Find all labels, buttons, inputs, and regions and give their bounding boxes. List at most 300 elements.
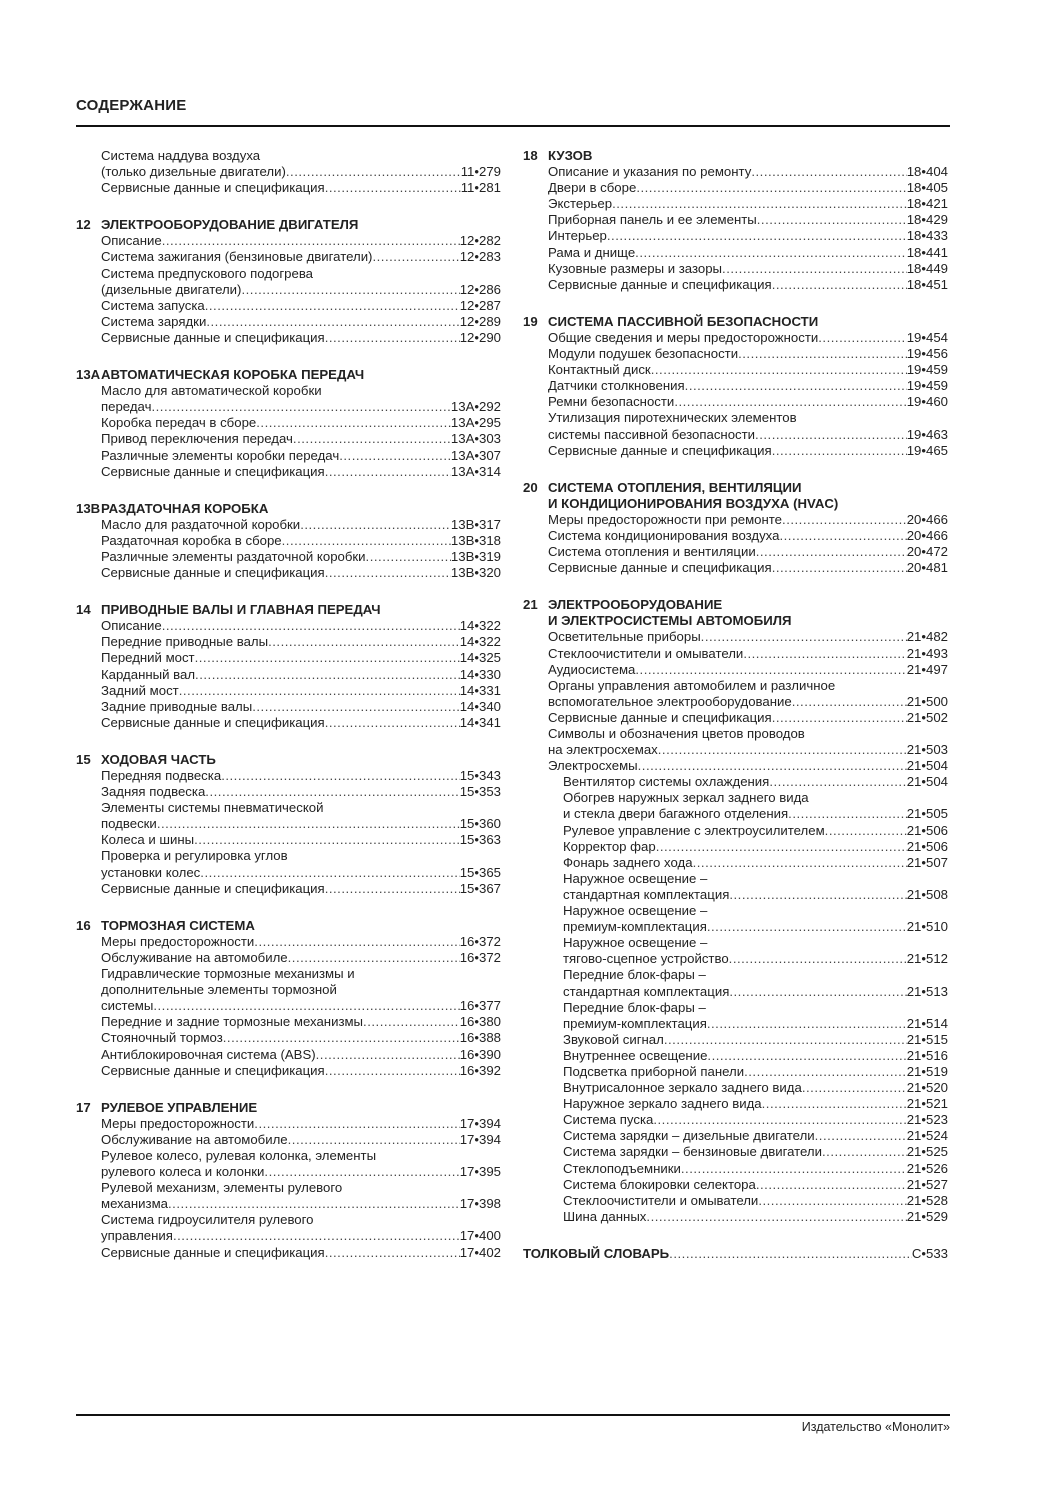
section-heading[interactable] bbox=[523, 597, 948, 629]
dot-leader bbox=[268, 634, 460, 650]
toc-section bbox=[76, 752, 501, 897]
dot-leader bbox=[325, 1063, 460, 1079]
page-number: 21•520 bbox=[906, 1080, 948, 1096]
dot-leader bbox=[325, 715, 460, 731]
entry-last-line bbox=[548, 378, 948, 394]
page-number: C•533 bbox=[911, 1245, 948, 1261]
toc-entry[interactable] bbox=[548, 512, 948, 528]
section-number: 13A bbox=[76, 367, 101, 383]
dot-leader bbox=[205, 784, 459, 800]
section-title bbox=[101, 602, 381, 618]
entry-last-line bbox=[101, 431, 501, 447]
entry-text-line: Фонарь заднего хода bbox=[563, 854, 693, 870]
entry-last-line bbox=[563, 1064, 948, 1080]
toc-entry[interactable] bbox=[563, 790, 948, 822]
toc-entry[interactable] bbox=[563, 1000, 948, 1032]
entry-last-line bbox=[548, 212, 948, 228]
toc-entry[interactable] bbox=[101, 950, 501, 966]
toc-entry[interactable] bbox=[548, 228, 948, 244]
dot-leader bbox=[366, 549, 451, 565]
section-title bbox=[101, 217, 358, 233]
toc-entry[interactable] bbox=[101, 832, 501, 848]
entry-text-line: Передние и задние тормозные механизмы bbox=[101, 1014, 364, 1030]
toc-entry[interactable] bbox=[563, 839, 948, 855]
glossary-label: ТОЛКОВЫЙ СЛОВАРЬ bbox=[523, 1245, 670, 1261]
entry-last-line bbox=[101, 865, 501, 881]
entry-last-line bbox=[101, 233, 501, 249]
toc-entry[interactable] bbox=[563, 903, 948, 935]
entry-text-line: Звуковой сигнал bbox=[563, 1031, 664, 1047]
toc-entry[interactable] bbox=[101, 1063, 501, 1079]
dot-leader bbox=[769, 774, 906, 790]
toc-entry[interactable] bbox=[548, 277, 948, 293]
entry-text-line: Рулевое управление с электроусилителем bbox=[563, 822, 825, 838]
dot-leader bbox=[153, 998, 459, 1014]
toc-entry[interactable] bbox=[548, 346, 948, 362]
toc-entry[interactable] bbox=[101, 715, 501, 731]
section-heading[interactable] bbox=[76, 602, 501, 618]
page-number: 15•363 bbox=[459, 832, 501, 848]
entry-text-line: Стеклоочистители и омыватели bbox=[563, 1192, 759, 1208]
toc-entry[interactable] bbox=[548, 394, 948, 410]
toc-entry[interactable] bbox=[101, 1116, 501, 1132]
page-number: 21•502 bbox=[906, 709, 948, 725]
entry-last-line bbox=[101, 1228, 501, 1244]
entry-text-line: Интерьер bbox=[548, 228, 607, 244]
entry-last-line bbox=[563, 1016, 948, 1032]
toc-entry[interactable] bbox=[101, 249, 501, 265]
page-number: 16•390 bbox=[459, 1046, 501, 1062]
section-title-line: ЭЛЕКТРООБОРУДОВАНИЕ bbox=[548, 597, 723, 613]
section-title-line: ХОДОВАЯ ЧАСТЬ bbox=[101, 751, 216, 767]
toc-entry[interactable] bbox=[548, 443, 948, 459]
toc-entry[interactable] bbox=[563, 1112, 948, 1128]
dot-leader bbox=[772, 710, 907, 726]
toc-entry[interactable] bbox=[101, 881, 501, 897]
entry-last-line bbox=[563, 823, 948, 839]
toc-section bbox=[76, 602, 501, 731]
dot-leader bbox=[325, 180, 461, 196]
entry-text-line: Проверка и регулировка углов bbox=[101, 848, 288, 864]
toc-entry[interactable] bbox=[548, 726, 948, 758]
entry-text-line: Обслуживание на автомобиле bbox=[101, 949, 288, 965]
toc-entry[interactable] bbox=[563, 823, 948, 839]
entry-last-line bbox=[101, 180, 501, 196]
page-number: 12•286 bbox=[459, 281, 501, 297]
toc-entry[interactable] bbox=[101, 1014, 501, 1030]
dot-leader bbox=[325, 1245, 460, 1261]
section-number: 13B bbox=[76, 500, 101, 516]
toc-section bbox=[523, 480, 948, 577]
toc-entry[interactable] bbox=[548, 710, 948, 726]
dot-leader bbox=[206, 314, 459, 330]
entry-text-line: Наружное освещение – bbox=[563, 935, 708, 951]
dot-leader bbox=[729, 951, 907, 967]
section-title bbox=[101, 1100, 257, 1116]
page-number: 21•503 bbox=[906, 742, 948, 758]
dot-leader bbox=[300, 517, 451, 533]
entry-last-line bbox=[101, 1245, 501, 1261]
page-number: 21•515 bbox=[906, 1031, 948, 1047]
toc-entry[interactable] bbox=[563, 774, 948, 790]
entry-last-line bbox=[101, 650, 501, 666]
toc-entry[interactable] bbox=[548, 528, 948, 544]
dot-leader bbox=[607, 228, 907, 244]
toc-entry[interactable] bbox=[101, 266, 501, 298]
entry-text-line: Символы и обозначения цветов проводов bbox=[548, 726, 805, 741]
toc-entry[interactable] bbox=[101, 1047, 501, 1063]
page-number: 21•493 bbox=[906, 645, 948, 661]
section-number: 15 bbox=[76, 751, 91, 767]
dot-leader bbox=[254, 934, 459, 950]
page-number: 16•372 bbox=[459, 933, 501, 949]
page-number: 18•449 bbox=[906, 260, 948, 276]
toc-entry[interactable] bbox=[563, 1209, 948, 1225]
page-number: 11•279 bbox=[460, 164, 501, 180]
toc-entry[interactable] bbox=[563, 1161, 948, 1177]
toc-entry[interactable] bbox=[548, 164, 948, 180]
entry-text-line: Описание bbox=[101, 618, 162, 634]
entry-last-line bbox=[563, 1080, 948, 1096]
entry-last-line bbox=[563, 839, 948, 855]
page-number: 16•392 bbox=[459, 1062, 501, 1078]
entry-text-line: Наружное зеркало заднего вида bbox=[563, 1096, 762, 1112]
section-title-line: РУЛЕВОЕ УПРАВЛЕНИЕ bbox=[101, 1099, 258, 1115]
page-number: 12•283 bbox=[459, 249, 501, 265]
page-number: 21•528 bbox=[906, 1192, 948, 1208]
section-heading[interactable] bbox=[523, 480, 948, 512]
page-number: 18•451 bbox=[906, 276, 948, 292]
entry-text-line: Описание и указания по ремонту bbox=[548, 164, 752, 180]
section-number: 18 bbox=[523, 148, 538, 163]
entry-text-line: Обслуживание на автомобиле bbox=[101, 1131, 288, 1147]
toc-entry[interactable] bbox=[548, 629, 948, 645]
entry-last-line bbox=[101, 282, 501, 298]
entry-text-line: Стеклоподъемники bbox=[563, 1160, 681, 1176]
entry-text-line: Сервисные данные и спецификация bbox=[101, 880, 325, 896]
entry-last-line bbox=[101, 1164, 501, 1180]
entry-text-line: Шина данных bbox=[563, 1208, 647, 1224]
entry-text-line: Обогрев наружных зеркал заднего вида bbox=[563, 790, 809, 806]
glossary-entry[interactable] bbox=[523, 1246, 948, 1262]
entry-text-line: системы bbox=[101, 998, 154, 1014]
section-title-line: КУЗОВ bbox=[548, 148, 593, 163]
section-number: 16 bbox=[76, 917, 91, 933]
dot-leader bbox=[751, 164, 906, 180]
toc-entry[interactable] bbox=[548, 362, 948, 378]
toc-entry[interactable] bbox=[101, 618, 501, 634]
entry-text-line: премиум-комплектация bbox=[563, 1015, 707, 1031]
dot-leader bbox=[157, 816, 460, 832]
entry-last-line bbox=[563, 984, 948, 1000]
entry-last-line bbox=[101, 768, 501, 784]
toc-entry[interactable] bbox=[101, 431, 501, 447]
dot-leader bbox=[802, 1080, 907, 1096]
toc-section bbox=[523, 148, 948, 293]
entry-text-line: Вентилятор системы охлаждения bbox=[563, 774, 770, 790]
toc-entry[interactable] bbox=[101, 517, 501, 533]
toc-entry[interactable] bbox=[101, 934, 501, 950]
section-heading[interactable] bbox=[76, 217, 501, 233]
entry-text-line: Система предпускового подогрева bbox=[101, 265, 314, 281]
toc-entry[interactable] bbox=[548, 330, 948, 346]
dot-leader bbox=[651, 362, 907, 378]
page-number: 13B•319 bbox=[450, 548, 501, 564]
toc-entry[interactable] bbox=[101, 549, 501, 565]
toc-entry[interactable] bbox=[101, 1030, 501, 1046]
section-title bbox=[548, 480, 838, 512]
section-title bbox=[548, 597, 791, 629]
entry-last-line bbox=[101, 950, 501, 966]
toc-entry[interactable] bbox=[101, 314, 501, 330]
section-title-line: ТОРМОЗНАЯ СИСТЕМА bbox=[101, 917, 255, 933]
toc-entry[interactable] bbox=[563, 1096, 948, 1112]
entry-last-line bbox=[563, 1161, 948, 1177]
entry-text-line: установки колес bbox=[101, 864, 201, 880]
toc-entry[interactable] bbox=[101, 1148, 501, 1180]
entry-last-line bbox=[101, 448, 501, 464]
dot-leader bbox=[325, 464, 451, 480]
entry-last-line bbox=[548, 544, 948, 560]
dot-leader bbox=[194, 832, 460, 848]
dot-leader bbox=[293, 431, 451, 447]
entry-last-line bbox=[548, 662, 948, 678]
toc-entry[interactable] bbox=[101, 383, 501, 415]
entry-last-line bbox=[101, 1063, 501, 1079]
toc-entry[interactable] bbox=[548, 261, 948, 277]
toc-entry[interactable] bbox=[101, 784, 501, 800]
page-number: 18•405 bbox=[906, 180, 948, 196]
entry-text-line: Задняя подвеска bbox=[101, 784, 206, 800]
entry-text-line: на электросхемах bbox=[548, 742, 658, 758]
section-heading[interactable] bbox=[523, 314, 948, 330]
dot-leader bbox=[638, 758, 907, 774]
toc-entry[interactable] bbox=[548, 196, 948, 212]
section-heading[interactable] bbox=[523, 148, 948, 164]
entry-text-line: Система зарядки bbox=[101, 313, 207, 329]
dot-leader bbox=[325, 330, 460, 346]
entry-last-line bbox=[563, 855, 948, 871]
toc-entry[interactable] bbox=[101, 533, 501, 549]
page-number: 21•506 bbox=[906, 822, 948, 838]
entry-last-line bbox=[101, 565, 501, 581]
toc-entry[interactable] bbox=[548, 662, 948, 678]
toc-entry[interactable] bbox=[101, 1212, 501, 1244]
footer-rule bbox=[76, 1414, 950, 1416]
toc-entry[interactable] bbox=[563, 1177, 948, 1193]
toc-entry[interactable] bbox=[563, 1193, 948, 1209]
entry-text-line: Меры предосторожности bbox=[101, 933, 255, 949]
page-number: 13A•295 bbox=[450, 415, 501, 431]
toc-entry[interactable] bbox=[101, 148, 501, 180]
entry-text-line: премиум-комплектация bbox=[563, 919, 707, 935]
section-heading[interactable] bbox=[76, 367, 501, 383]
dot-leader bbox=[205, 298, 460, 314]
dot-leader bbox=[772, 560, 907, 576]
toc-entry[interactable] bbox=[101, 1180, 501, 1212]
toc-entry[interactable] bbox=[101, 800, 501, 832]
page-number: 21•497 bbox=[906, 661, 948, 677]
dot-leader bbox=[151, 399, 450, 415]
entry-last-line bbox=[548, 362, 948, 378]
entry-last-line bbox=[563, 1096, 948, 1112]
entry-last-line bbox=[101, 634, 501, 650]
dot-leader bbox=[241, 282, 459, 298]
dot-leader bbox=[195, 667, 460, 683]
entry-last-line bbox=[101, 464, 501, 480]
entry-text-line: Сервисные данные и спецификация bbox=[548, 560, 772, 576]
publisher: Издательство «Монолит» bbox=[801, 1420, 950, 1434]
entry-text-line: тягово-сцепное устройство bbox=[563, 951, 729, 967]
dot-leader bbox=[825, 823, 907, 839]
entry-text-line: (только дизельные двигатели) bbox=[101, 164, 286, 180]
page-number: 15•365 bbox=[459, 864, 501, 880]
dot-leader bbox=[200, 865, 459, 881]
toc-entry[interactable] bbox=[101, 650, 501, 666]
dot-leader bbox=[815, 1128, 907, 1144]
entry-text-line: Привод переключения передач bbox=[101, 431, 293, 447]
entry-text-line: Модули подушек безопасности bbox=[548, 346, 739, 362]
entry-text-line: Меры предосторожности bbox=[101, 1115, 255, 1131]
entry-last-line bbox=[101, 816, 501, 832]
section-number: 14 bbox=[76, 602, 91, 618]
toc-entry[interactable] bbox=[548, 180, 948, 196]
dot-leader bbox=[363, 1014, 460, 1030]
toc-entry[interactable] bbox=[563, 855, 948, 871]
toc-entry[interactable] bbox=[548, 678, 948, 710]
page-number: 21•525 bbox=[906, 1144, 948, 1160]
section-heading[interactable] bbox=[76, 752, 501, 768]
entry-text-line: Передняя подвеска bbox=[101, 768, 222, 783]
toc-entry[interactable] bbox=[548, 758, 948, 774]
dot-leader bbox=[162, 233, 460, 249]
entry-last-line bbox=[548, 394, 948, 410]
toc-entry[interactable] bbox=[101, 330, 501, 346]
dot-leader bbox=[707, 1016, 907, 1032]
toc-entry[interactable] bbox=[101, 180, 501, 196]
toc-entry[interactable] bbox=[563, 935, 948, 967]
entry-text-line: Стеклоочистители и омыватели bbox=[548, 645, 744, 661]
page-number: 21•482 bbox=[906, 629, 948, 645]
entry-last-line bbox=[101, 1132, 501, 1148]
entry-text-line: Карданный вал bbox=[101, 666, 196, 682]
entry-text-line: Масло для автоматической коробки bbox=[101, 383, 322, 399]
entry-text-line: Общие сведения и меры предосторожности bbox=[548, 329, 819, 345]
entry-last-line bbox=[563, 919, 948, 935]
page-number: 14•322 bbox=[459, 618, 501, 634]
section-title bbox=[101, 367, 364, 383]
toc-entry[interactable] bbox=[101, 966, 501, 1014]
toc-entry[interactable] bbox=[563, 1128, 948, 1144]
toc-entry[interactable] bbox=[101, 464, 501, 480]
entry-last-line bbox=[563, 774, 948, 790]
toc-entry[interactable] bbox=[563, 1064, 948, 1080]
dot-leader bbox=[256, 415, 451, 431]
entry-text-line: Электросхемы bbox=[548, 758, 638, 774]
page-number: 17•398 bbox=[459, 1196, 501, 1212]
entry-last-line bbox=[548, 164, 948, 180]
toc-entry[interactable] bbox=[101, 415, 501, 431]
entry-text-line: Стояночный тормоз bbox=[101, 1030, 223, 1046]
entry-last-line bbox=[548, 694, 948, 710]
page-number: 14•330 bbox=[459, 666, 501, 682]
section-title-line: СИСТЕМА ОТОПЛЕНИЯ, ВЕНТИЛЯЦИИ bbox=[548, 479, 802, 495]
toc-entry[interactable] bbox=[101, 699, 501, 715]
page-number: 15•360 bbox=[459, 816, 501, 832]
toc-entry[interactable] bbox=[563, 967, 948, 999]
toc-entry[interactable] bbox=[101, 565, 501, 581]
toc-section bbox=[76, 1100, 501, 1261]
entry-text-line: Описание bbox=[101, 233, 162, 249]
entry-last-line bbox=[101, 1196, 501, 1212]
toc-entry[interactable] bbox=[548, 646, 948, 662]
toc-entry[interactable] bbox=[101, 683, 501, 699]
toc-entry[interactable] bbox=[548, 410, 948, 442]
toc-entry[interactable] bbox=[563, 1032, 948, 1048]
toc-entry[interactable] bbox=[548, 560, 948, 576]
entry-text-line: Сервисные данные и спецификация bbox=[101, 180, 325, 196]
entry-text-line: дополнительные элементы тормозной bbox=[101, 982, 337, 998]
entry-last-line bbox=[563, 1193, 948, 1209]
toc-entry[interactable] bbox=[563, 871, 948, 903]
page-number: 19•459 bbox=[906, 378, 948, 394]
entry-last-line bbox=[563, 1112, 948, 1128]
toc-entry[interactable] bbox=[548, 378, 948, 394]
entry-last-line bbox=[101, 934, 501, 950]
dot-leader bbox=[223, 1030, 460, 1046]
toc-entry[interactable] bbox=[101, 1132, 501, 1148]
section-heading[interactable] bbox=[76, 1100, 501, 1116]
dot-leader bbox=[325, 565, 451, 581]
toc-entry[interactable] bbox=[101, 1245, 501, 1261]
toc-entry[interactable] bbox=[101, 634, 501, 650]
dot-leader bbox=[758, 1193, 906, 1209]
toc-entry[interactable] bbox=[563, 1144, 948, 1160]
toc-entry[interactable] bbox=[101, 233, 501, 249]
dot-leader bbox=[729, 984, 906, 1000]
entry-last-line bbox=[563, 1144, 948, 1160]
page-number: 17•395 bbox=[459, 1164, 501, 1180]
entry-last-line bbox=[548, 560, 948, 576]
dot-leader bbox=[818, 330, 906, 346]
toc-entry[interactable] bbox=[101, 298, 501, 314]
dot-leader bbox=[792, 694, 907, 710]
section-title bbox=[101, 501, 268, 517]
toc-entry[interactable] bbox=[548, 245, 948, 261]
toc-entry[interactable] bbox=[101, 768, 501, 784]
section-title-line: ПРИВОДНЫЕ ВАЛЫ И ГЛАВНАЯ ПЕРЕДАЧ bbox=[101, 602, 381, 618]
page-number: 21•523 bbox=[906, 1112, 948, 1128]
entry-last-line bbox=[101, 715, 501, 731]
toc-entry[interactable] bbox=[101, 848, 501, 880]
dot-leader bbox=[195, 650, 460, 666]
section-heading[interactable] bbox=[76, 918, 501, 934]
page-number: 21•513 bbox=[906, 983, 948, 999]
toc-entry[interactable] bbox=[101, 448, 501, 464]
toc-entry[interactable] bbox=[563, 1080, 948, 1096]
section-heading[interactable] bbox=[76, 501, 501, 517]
toc-entry[interactable] bbox=[548, 544, 948, 560]
entry-text-line: Сервисные данные и спецификация bbox=[548, 709, 772, 725]
toc-entry[interactable] bbox=[548, 212, 948, 228]
entry-text-line: Система запуска bbox=[101, 297, 205, 313]
toc-entry[interactable] bbox=[563, 1048, 948, 1064]
entry-text-line: Сервисные данные и спецификация bbox=[101, 1244, 325, 1260]
page-number: 19•454 bbox=[906, 329, 948, 345]
toc-entry[interactable] bbox=[101, 667, 501, 683]
page-number: 19•460 bbox=[906, 394, 948, 410]
entry-last-line bbox=[101, 330, 501, 346]
